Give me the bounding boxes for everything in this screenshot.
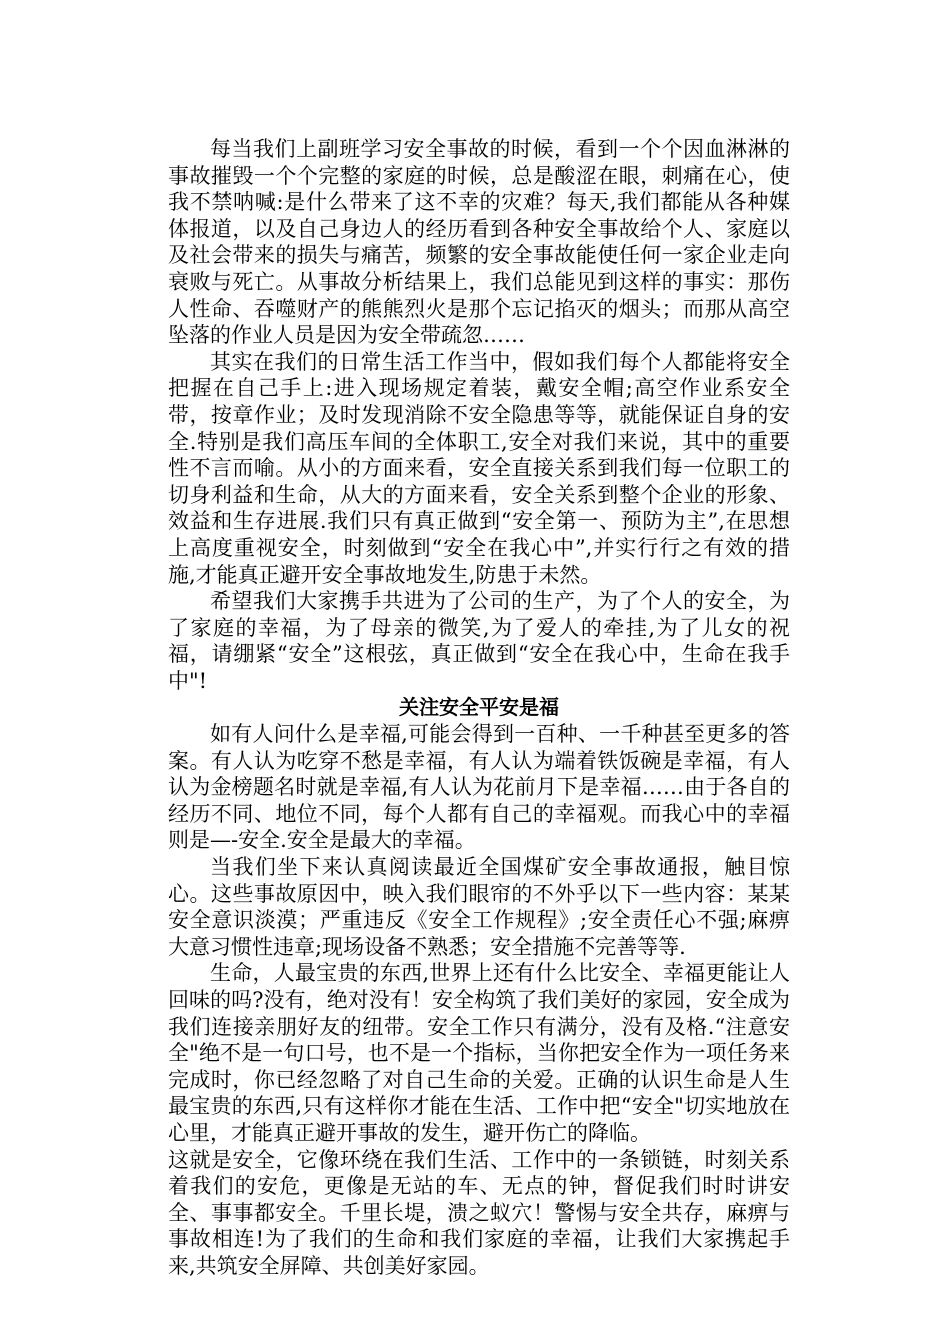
paragraph-accident-report: 当我们坐下来认真阅读最近全国煤矿安全事故通报，触目惊心。这些事故原因中，映入我们眼帘的不外乎以下一些内容：某某安全意识淡漠；严重违反《安全工作规程》;安全责任心不强;麻痹大意习惯性违章;现场设备不熟悉；安全措施不完善等等. bbox=[168, 855, 790, 959]
paragraph-daily-safety: 其实在我们的日常生活工作当中，假如我们每个人都能将安全把握在自己手上:进入现场规定着装，戴安全帽;高空作业系安全带，按章作业；及时发现消除不安全隐患等等，就能保证自身的安全.特别是我们高压车间的全体职工,安全对我们来说，其中的重要性不言而喻。从小的方面来看，安全直接关系到我们每一位职工的切身利益和生命，从大的方面来看，安全关系到整个企业的形象、效益和生存进展.我们只有真正做到“安全第一、预防为主”,在思想上高度重视安全，时刻做到“安全在我心中”,并实行行之有效的措施,才能真正避开安全事故地发生,防患于未然。 bbox=[168, 349, 790, 587]
paragraph-happiness: 如有人问什么是幸福,可能会得到一百种、一千种甚至更多的答案。有人认为吃穿不愁是幸福，有人认为端着铁饭碗是幸福，有人认为金榜题名时就是幸福,有人认为花前月下是幸福……由于各自的经历不同、地位不同，每个人都有自己的幸福观。而我心中的幸福则是—-安全.安全是最大的幸福。 bbox=[168, 722, 790, 853]
paragraph-hope: 希望我们大家携手共进为了公司的生产，为了个人的安全，为了家庭的幸福，为了母亲的微笑,为了爱人的牵挂,为了儿女的祝福，请绷紧“安全”这根弦，真正做到“安全在我心中，生命在我手中"! bbox=[168, 589, 790, 693]
paragraph-conclusion: 这就是安全，它像环绕在我们生活、工作中的一条锁链，时刻关系着我们的安危，更像是无站的车、无点的钟，督促我们时时讲安全、事事都安全。千里长堤，溃之蚁穴！警惕与安全共存，麻痹与事故相连!为了我们的生命和我们家庭的幸福，让我们大家携起手来,共筑安全屏障、共创美好家园。 bbox=[168, 1147, 790, 1278]
section-title: 关注安全平安是福 bbox=[399, 695, 559, 720]
document-body bbox=[168, 136, 790, 1280]
paragraph-accident-reflection: 每当我们上副班学习安全事故的时候，看到一个个因血淋淋的事故摧毁一个个完整的家庭的时候，总是酸涩在眼，刺痛在心，使我不禁呐喊:是什么带来了这不幸的灾难？每天,我们都能从各种媒体报道，以及自己身边人的经历看到各种安全事故给个人、家庭以及社会带来的损失与痛苦，频繁的安全事故能使任何一家企业走向衰败与死亡。从事故分析结果上，我们总能见到这样的事实：那伤人性命、吞噬财产的熊熊烈火是那个忘记掐灭的烟头；而那从高空坠落的作业人员是因为安全带疏忽…… bbox=[168, 137, 790, 348]
paragraph-life: 生命，人最宝贵的东西,世界上还有什么比安全、幸福更能让人回味的吗?没有，绝对没有！安全构筑了我们美好的家园，安全成为我们连接亲朋好友的纽带。安全工作只有满分，没有及格.“注意安全"绝不是一句口号，也不是一个指标，当你把安全作为一项任务来完成时，你已经忽略了对自己生命的关爱。正确的认识生命是人生最宝贵的东西,只有这样你才能在生活、工作中把“安全"切实地放在心里，才能真正避开事故的发生，避开伤亡的降临。 bbox=[168, 961, 790, 1145]
